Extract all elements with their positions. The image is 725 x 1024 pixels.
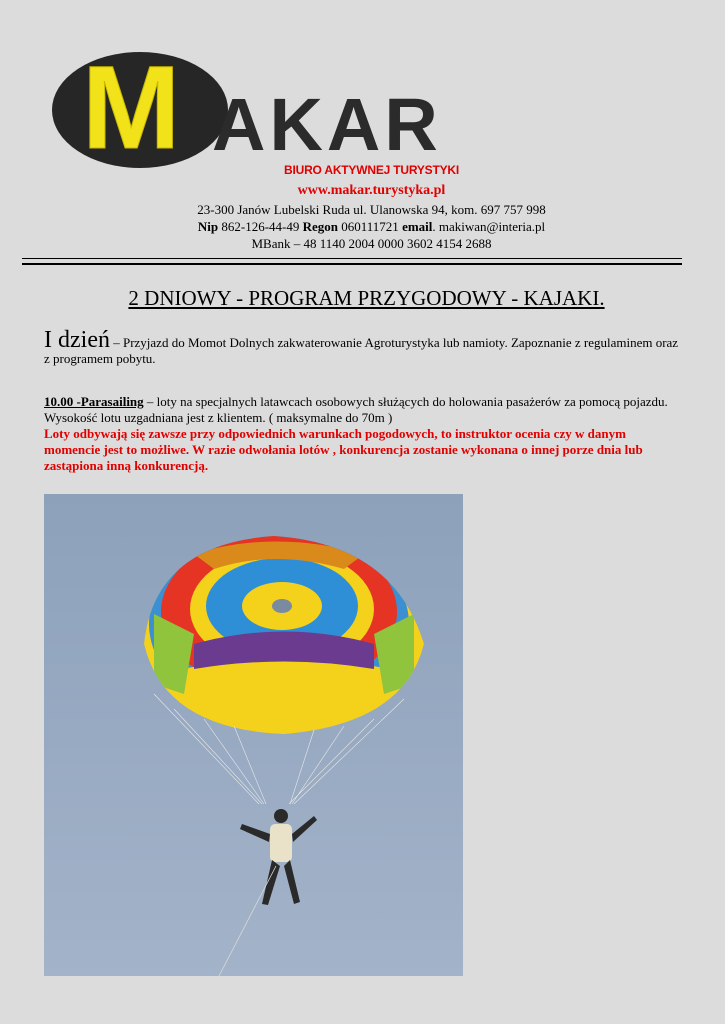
header-divider-thin bbox=[22, 258, 682, 259]
address-line: 23-300 Janów Lubelski Ruda ul. Ulanowska 94, kom. 697 757 998 bbox=[197, 202, 546, 217]
email-label: email bbox=[402, 219, 433, 234]
activity-paragraph bbox=[44, 394, 684, 474]
makar-logo bbox=[50, 48, 610, 173]
weather-warning: Loty odbywają się zawsze przy odpowiednich warunkach pogodowych, to instruktor ocenia czy w danym momencie jest to możliwe. W razie odwołania lotów , konkurencja zostanie wykonana o innej porze dnia lub zastąpiona inną konkurencją. bbox=[44, 426, 643, 473]
website-link[interactable]: www.makar.turystyka.pl bbox=[297, 183, 446, 198]
company-tagline: BIURO AKTYWNEJ TURYSTYKI bbox=[284, 163, 459, 177]
regon-value: 060111721 bbox=[338, 219, 403, 234]
day1-heading: I dzień bbox=[44, 327, 110, 353]
registration-line bbox=[0, 218, 725, 235]
bank-line: MBank – 48 1140 2004 0000 3602 4154 2688 bbox=[251, 236, 492, 251]
regon-label: Regon bbox=[302, 219, 339, 234]
nip-value: 862-126-44-49 bbox=[218, 219, 303, 234]
nip-label: Nip bbox=[197, 219, 219, 234]
day1-paragraph bbox=[44, 327, 684, 367]
activity-text: – loty na specjalnych latawcach osobowych służących do holowania pasażerów za pomocą pojazdu. Wysokość lotu uzgadniana jest z klientem. ( maksymalne do 70m ) bbox=[44, 394, 668, 425]
logo-letter-m: M bbox=[82, 48, 181, 173]
email-value[interactable]: . makiwan@interia.pl bbox=[432, 219, 546, 234]
logo-letters-akar: AKAR bbox=[212, 83, 442, 166]
activity-label: 10.00 -Parasailing bbox=[44, 394, 144, 409]
page-title: 2 DNIOWY - PROGRAM PRZYGODOWY - KAJAKI. bbox=[128, 286, 605, 310]
parasailing-photo bbox=[44, 494, 463, 976]
day1-intro: – Przyjazd do Momot Dolnych zakwaterowanie Agroturystyka lub namioty. Zapoznanie z regulaminem oraz z programem pobytu. bbox=[44, 335, 679, 366]
header-divider-thick bbox=[22, 263, 682, 265]
